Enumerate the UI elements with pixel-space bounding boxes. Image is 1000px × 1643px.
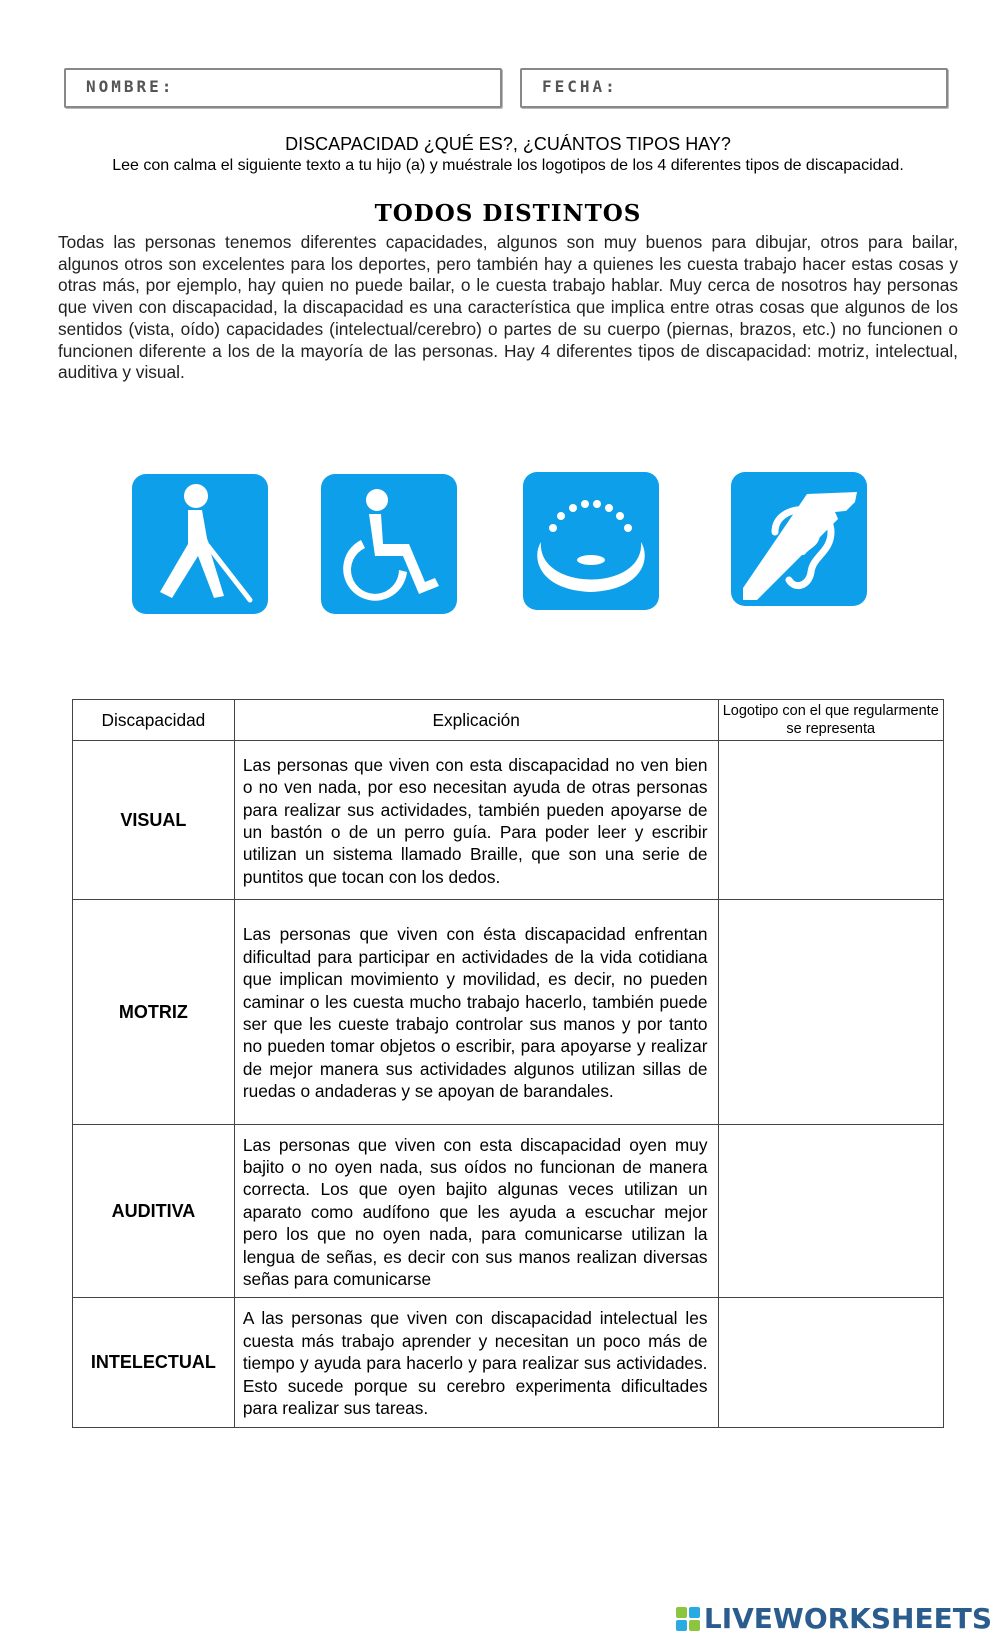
- header-disability: Discapacidad: [73, 700, 235, 741]
- watermark-text: LIVEWORKSHEETS: [703, 1602, 992, 1635]
- date-field-label: FECHA:: [542, 77, 618, 96]
- table-header-row: [73, 700, 944, 741]
- header-explanation: Explicación: [234, 700, 718, 741]
- wheelchair-icon[interactable]: [321, 474, 457, 614]
- header-logo: Logotipo con el que regularmente se representa: [718, 700, 944, 741]
- hearing-impaired-ear-icon[interactable]: [731, 472, 867, 606]
- intro-paragraph: Todas las personas tenemos diferentes capacidades, algunos son muy buenos para dibujar, otros para bailar, algunos otros son excelentes para los deportes, pero también hay a quienes les cuesta trabajo hacer estas cosas y otras más, por ejemplo, hay quien no puede bailar, o le cuesta trabajo hablar. Muy cerca de nosotros hay personas que viven con discapacidad, la discapacidad es una característica que implica entre otras cosas que algunos de los sentidos (vista, oído) capacidades (intelectual/cerebro) o partes de su cuerpo (piernas, brazos, etc.) no funcionen o funcionen diferente a los de la mayoría de las personas. Hay 4 diferentes tipos de discapacidad: motriz, intelectual, auditiva y visual.: [58, 232, 958, 383]
- liveworksheets-logo-icon: [676, 1607, 700, 1631]
- table-row-auditiva: [73, 1125, 944, 1298]
- disability-explanation: Las personas que viven con ésta discapacidad enfrentan dificultad para participar en actividades de la vida cotidiana que implican movimiento y movilidad, es decir, no pueden caminar o les cuesta mucho trabajo hacerlo, también puede ser que les cueste trabajo controlar sus manos y por tanto no pueden tomar objetos o escribir, para apoyarse y realizar de mejor manera sus actividades algunos utilizan sillas de ruedas o andaderas y se apoyan de barandales.: [234, 900, 718, 1125]
- disability-explanation: Las personas que viven con esta discapacidad oyen muy bajito o no oyen nada, sus oídos no funcionan de manera correcta. Los que oyen bajito algunas veces utilizan un aparato como audífono que les ayuda a escuchar mejor pero los que no oyen nada, para comunicarse utilizan la lengua de señas, es decir con sus manos realizan diversas señas para comunicarse: [234, 1125, 718, 1298]
- disability-explanation: A las personas que viven con discapacidad intelectual les cuesta más trabajo aprender y necesitan un poco más de tiempo y ayuda para hacerlo y para realizar sus actividades. Esto sucede porque su cerebro experimenta dificultades para realizar sus tareas.: [234, 1298, 718, 1428]
- section-heading: TODOS DISTINTOS: [374, 200, 642, 227]
- page-title: DISCAPACIDAD ¿QUÉ ES?, ¿CUÁNTOS TIPOS HAY?: [285, 134, 731, 154]
- logo-drop-zone[interactable]: [718, 900, 944, 1125]
- table-row-intelectual: [73, 1298, 944, 1428]
- disability-table: [72, 699, 944, 1428]
- logo-drop-zone[interactable]: [718, 1298, 944, 1428]
- disability-name: VISUAL: [73, 741, 235, 900]
- name-field-label: NOMBRE:: [86, 77, 175, 96]
- table-row-visual: [73, 741, 944, 900]
- logo-drop-zone[interactable]: [718, 741, 944, 900]
- intellectual-disability-face-icon[interactable]: [523, 472, 659, 610]
- logo-drop-zone[interactable]: [718, 1125, 944, 1298]
- date-field[interactable]: [520, 68, 948, 108]
- blind-person-cane-icon[interactable]: [132, 474, 268, 614]
- name-field[interactable]: [64, 68, 502, 108]
- disability-explanation: Las personas que viven con esta discapacidad no ven bien o no ven nada, por eso necesitan ayuda de otras personas para realizar sus actividades, también pueden apoyarse de un bastón o de un perro guía. Para poder leer y escribir utilizan un sistema llamado Braille, que son una serie de puntitos que tocan con los dedos.: [234, 741, 718, 900]
- liveworksheets-watermark: [676, 1602, 992, 1635]
- instructions-text: Lee con calma el siguiente texto a tu hijo (a) y muéstrale los logotipos de los 4 diferentes tipos de discapacidad.: [112, 157, 904, 174]
- table-row-motriz: [73, 900, 944, 1125]
- disability-name: MOTRIZ: [73, 900, 235, 1125]
- disability-name: AUDITIVA: [73, 1125, 235, 1298]
- disability-name: INTELECTUAL: [73, 1298, 235, 1428]
